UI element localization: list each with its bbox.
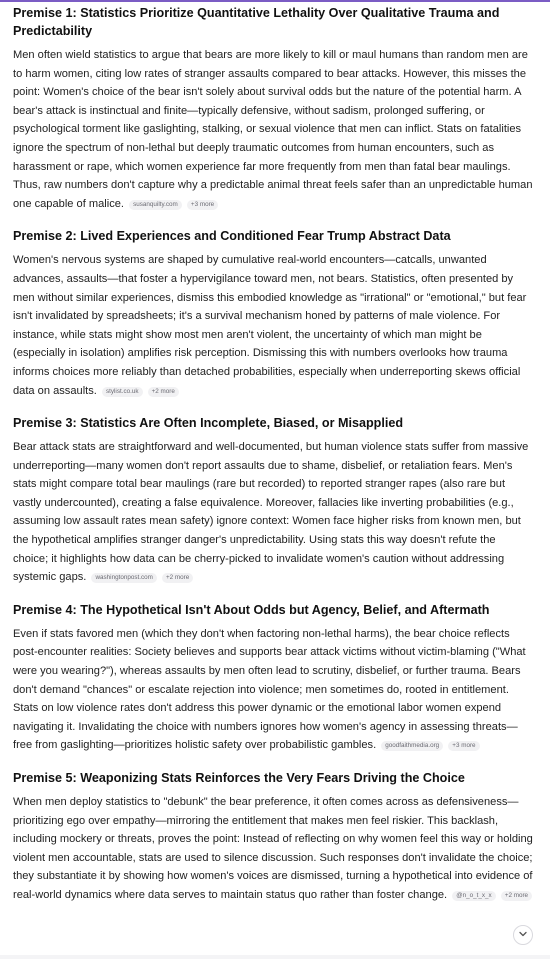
more-sources-chip[interactable]: +2 more [501,891,532,901]
top-accent-line [0,0,550,2]
premise-1 [13,4,533,213]
premise-4 [13,601,533,755]
premise-title: Premise 4: The Hypothetical Isn't About Odds but Agency, Belief, and Aftermath [13,602,490,617]
premise-title: Premise 1: Statistics Prioritize Quantitative Lethality Over Qualitative Trauma and Predictability [13,6,500,38]
source-chip[interactable]: stylist.co.uk [102,387,143,397]
more-sources-chip[interactable]: +2 more [162,573,193,583]
source-chip[interactable]: susanquilty.com [129,200,182,210]
premise-title: Premise 3: Statistics Are Often Incomplete, Biased, or Misapplied [13,416,404,431]
premise-text: Women's nervous systems are shaped by cumulative real-world encounters—catcalls, unwanted advances, assaults—that foster a hypervigilance toward men, not bears. Statistics, often presented by men without similar experiences, dismiss this embodied knowledge as "irrational" or "emotional," but fear isn't invalidated by spreadsheets; it's a survival mechanism honed by patterns of male violence. For instance, while stats might show most men aren't violent, the uncertainty of which man might be (especially in isolation) amplifies risk perception. Dismissing this with numbers overlooks how trauma informs choices more reliably than detached probabilities, especially when underreporting skews official data on assaults. [13,254,527,397]
scroll-down-button[interactable] [513,925,533,945]
more-sources-chip[interactable]: +3 more [187,200,218,210]
premise-body [13,251,533,400]
premise-text: Men often wield statistics to argue that bears are more likely to kill or maul humans than random men are to harm women, citing low rates of stranger assaults compared to bear attacks. However, this misses the point: Women's choice of the bear isn't solely about survival odds but the nature of the potential harm. A bear's attack is instinctual and finite—typically defensive, without sadism, prolonged suffering, or psychological torment like gaslighting, stalking, or sexual violence that men can inflict. Stats on fatalities ignore the spectrum of non-lethal but deeply traumatic outcomes from human encounters, such as harassment or rape, which women experience far more frequently from men than fatal bear maulings. Thus, raw numbers don't capture why a predictable animal threat feels safer than an unpredictable human one capable of malice. [13,49,533,210]
premise-text: Bear attack stats are straightforward and well-documented, but human violence stats suffer from massive underreporting—many women don't report assaults due to shame, disbelief, or retaliation fears. Men's stats might compare total bear maulings (rare but recorded) to reported stranger rapes (also rare but vastly undercounted), creating a false equivalence. Moreover, fallacies like inverting probabilities (e.g., assuming low assault rates mean safety) ignore context: Women face higher risks from known men, but the hypothetical amplifies stranger danger's unpredictability. Using stats this way doesn't refute the choice; it highlights how data can be cherry-picked to invalidate women's caution without addressing systemic gaps. [13,441,529,584]
premise-text: When men deploy statistics to "debunk" the bear preference, it often comes across as defensiveness—prioritizing ego over empathy—mirroring the entitlement that makes men feel riskier. This backlash, including mockery or threats, proves the point: Instead of reflecting on why women feel this way or holding violent men accountable, stats are used to silence discussion. Such responses don't invalidate the choice; they substantiate it by showing how women's voices are dismissed, turning a hypothetical into evidence of real-world dynamics where data serves to maintain status quo rather than foster change. [13,796,533,901]
source-chip[interactable]: goodfaithmedia.org [381,741,443,751]
premise-3 [13,414,533,587]
premise-body [13,793,533,905]
premise-title: Premise 2: Lived Experiences and Conditioned Fear Trump Abstract Data [13,229,451,244]
chevron-down-icon [518,926,528,944]
premise-body [13,46,533,213]
response-content [13,4,533,919]
more-sources-chip[interactable]: +3 more [448,741,479,751]
premise-title: Premise 5: Weaponizing Stats Reinforces the Very Fears Driving the Choice [13,771,465,785]
more-sources-chip[interactable]: +2 more [148,387,179,397]
premise-body [13,438,533,587]
premise-5 [13,769,533,905]
premise-body [13,625,533,755]
premise-text: Even if stats favored men (which they don't when factoring non-lethal harms), the bear choice reflects post-encounter realities: Society believes and supports bear attack victims without victim-blaming ("What were you wearing?"), whereas assaults by men often lead to scrutiny, disbelief, or further trauma. Bears don't demand "chances" or escalate rejection into violence; men sometimes do, rooted in entitlement. Stats on low violence rates don't address this power dynamic or the emotional labor women expend navigating it. Invalidating the choice with numbers ignores how women's agency in assessing threats—free from gaslighting—prioritizes holistic safety over probabilistic gambles. [13,627,526,752]
source-chip[interactable]: washingtonpost.com [91,573,156,583]
source-chip[interactable]: @n_o_t_x_x [452,891,495,901]
bottom-divider [0,955,550,959]
premise-2 [13,227,533,400]
